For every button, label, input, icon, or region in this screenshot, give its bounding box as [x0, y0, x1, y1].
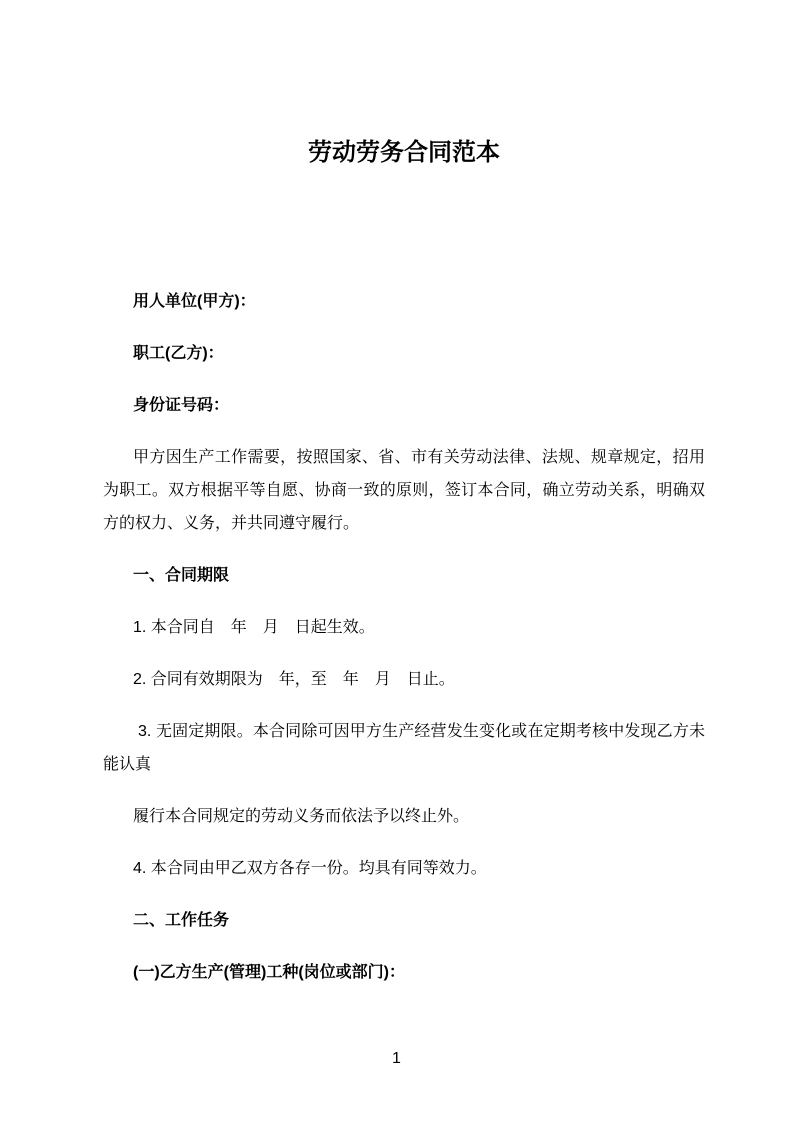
section-heading-contract-term: 一、合同期限: [133, 567, 230, 584]
clause-open-term: 3. 无固定期限。本合同除可因甲方生产经营发生变化或在定期考核中发现乙方未能认真: [103, 723, 705, 773]
employer-field-label: 用人单位(甲方)：: [133, 293, 256, 310]
clause-copies-equal-effect: 4. 本合同由甲乙双方各存一份。均具有同等效力。: [133, 860, 487, 877]
section-heading-work-tasks: 二、工作任务: [133, 912, 230, 929]
clause-open-term-continuation: 履行本合同规定的劳动义务而依法予以终止外。: [133, 808, 470, 825]
clause-job-position: (一)乙方生产(管理)工种(岗位或部门)：: [133, 964, 405, 981]
clause-effective-date: 1. 本合同自 年 月 日起生效。: [133, 619, 375, 636]
clause-validity-period: 2. 合同有效期限为 年，至 年 月 日止。: [133, 671, 455, 688]
id-number-field-label: 身份证号码：: [133, 397, 230, 414]
document-title: 劳动劳务合同范本: [308, 139, 500, 166]
employee-field-label: 职工(乙方)：: [133, 345, 224, 362]
preamble-paragraph: 甲方因生产工作需要，按照国家、省、市有关劳动法律、法规、规章规定，招用 为职工。双方根据平等自愿、协商一致的原则，签订本合同，确立劳动关系，明确双方的权力、义务，并共同遵守履行。: [103, 449, 705, 532]
page-number: 1: [392, 1050, 401, 1067]
